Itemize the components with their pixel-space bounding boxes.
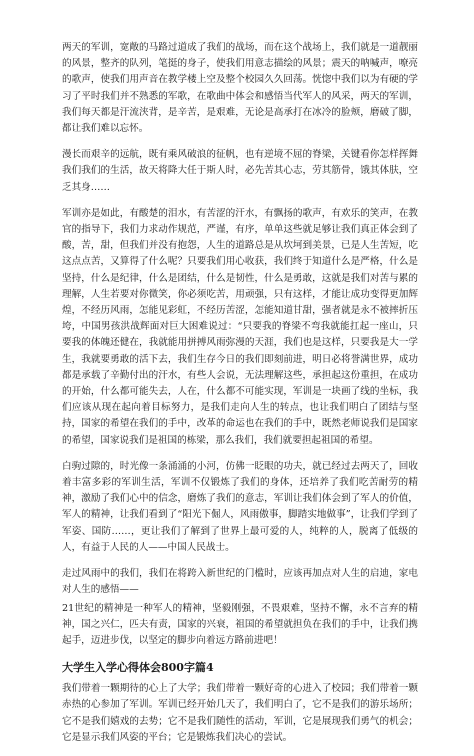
body-paragraph-2: 漫长而艰辛的远航，既有乘风破浪的征帆，也有逆境不屈的脊梁，关键看你怎样挥舞我们我们的生活，故天将降大任于斯人时，必先苦其心志，劳其筋骨，饿其体肤，空乏其身……	[62, 149, 418, 193]
body-paragraph-5: 走过风雨中的我们，我们在将跨入新世纪的门槛时，应该再加点对人生的启迪，家电对人生的感悟——	[62, 568, 418, 596]
document-page	[62, 40, 418, 756]
body-paragraph-6: 21世纪的精神是一种军人的精神，坚毅刚强，不畏艰难，坚持不懈，永不言弃的精神，国之兴仁，匹夫有责，国家的兴衰，祖国的希望就担负在我们的手中，让我们携起手，迈进步伐，以坚定的脚步向着远方路前进吧！	[62, 602, 418, 646]
body-paragraph-4: 白驹过隙的，时光像一条涌涌的小河，仿佛一眨眼的功夫，就已经过去两天了，回收着丰富多彩的军训生活，军训不仅锻炼了我们的身体，还培养了我们吃苦耐劳的精神，激励了我们心中的信念，磨炼了我们的意志，军训让我们体会到了军人的价值，军人的精神，让我们看到了“阳光下倔人，风雨傲事，脚踏实地做事”，让我们学到了军姿、国防……，更让我们了解到了世界上最可爱的人，纯粹的人，脱离了低级的人，有益于人民的人——中国人民战士。	[62, 460, 418, 553]
body-paragraph-3: 军训亦是如此，有酸楚的泪水，有苦涩的汗水，有飘扬的歌声，有欢乐的笑声，在教官的指导下，我们力求动作规范，严谨，有序，单单这些就足够让我们真正体会到了酸，苦，甜，但我们并没有抱怨，人生的道路总是从坎坷到美景，已是人生苦短，吃这点点苦，又算得了什么呢？只要我们用心收获，我们终于知道什么是严格，什么是坚持，什么是纪律，什么是团结，什么是韧性，什么是勇敢，这就是我们对苦与累的理解，人生若要对你微笑，你必须吃苦，用顽强，只有这样，才能让成功变得更加辉煌，不经历风雨，怎能见彩虹，不经历苦涩，怎能知道甘甜，强者就是永不被摔折压垮，中国男孩洪战辉面对巨大困难说过：“只要我的脊梁不弯我就能扛起一座山，只要我的体魄还健在，我就能用拼搏风雨弥漫的天涯，我们也是这样，只要我是大一学生，我就要勇敢的活下去，我们生存今日的我们即刻前进，明日必将誉满世界，成功都是承载了辛勤付出的汗水，有些人会说，无法理解这些，承担起这份重担，在成功的开始，什么都可能失去，人在，什么都不可能实现，军训是一块画了线的坐标，我们应该从现在起向着目标努力，是我们走向人生的转点，也让我们明白了团结与坚持，国家的希望在我们的手中，改革的命运也在我们的手中，既然老师说我们是国家的希望，国家说我们是祖国的栋梁，那么我们，我们就要担起祖国的希望。	[62, 207, 418, 446]
body-paragraph-1: 两天的军训，宽敞的马路过道成了我们的战场，而在这个战场上，我们就是一道靓丽的风景，整齐的队列，笔挺的身子，使我们用意志描绘的风景；震天的呐喊声，嘹亮的歌声，使我们用声音在教学楼上空及整个校园久久回荡。恍惚中我们以为有硬的学习了平时我们并不熟悉的军歌，在歌曲中体会和感悟当代军人的风采，两天的军训，我们每天都是汗流浃背，是辛苦，是艰难，无论是高承打在冰冷的脸颊，磨破了脚，都让我们难以忘怀。	[62, 42, 418, 135]
closing-paragraph: 我们带着一颗期待的心上了大学；我们带着一颗好奇的心进入了校园；我们带着一颗赤热的心参加了军训。军训已经开始几天了，我们明白了，它不是我们的游乐场所；它不是我们嬉戏的去势；它不是我们随性的活动，军训，它是展现我们勇气的机会；它是显示我们风姿的平台；它是锻炼我们决心的尝试。	[62, 683, 418, 743]
section-heading: 大学生入学心得体会800字篇4	[62, 661, 214, 675]
